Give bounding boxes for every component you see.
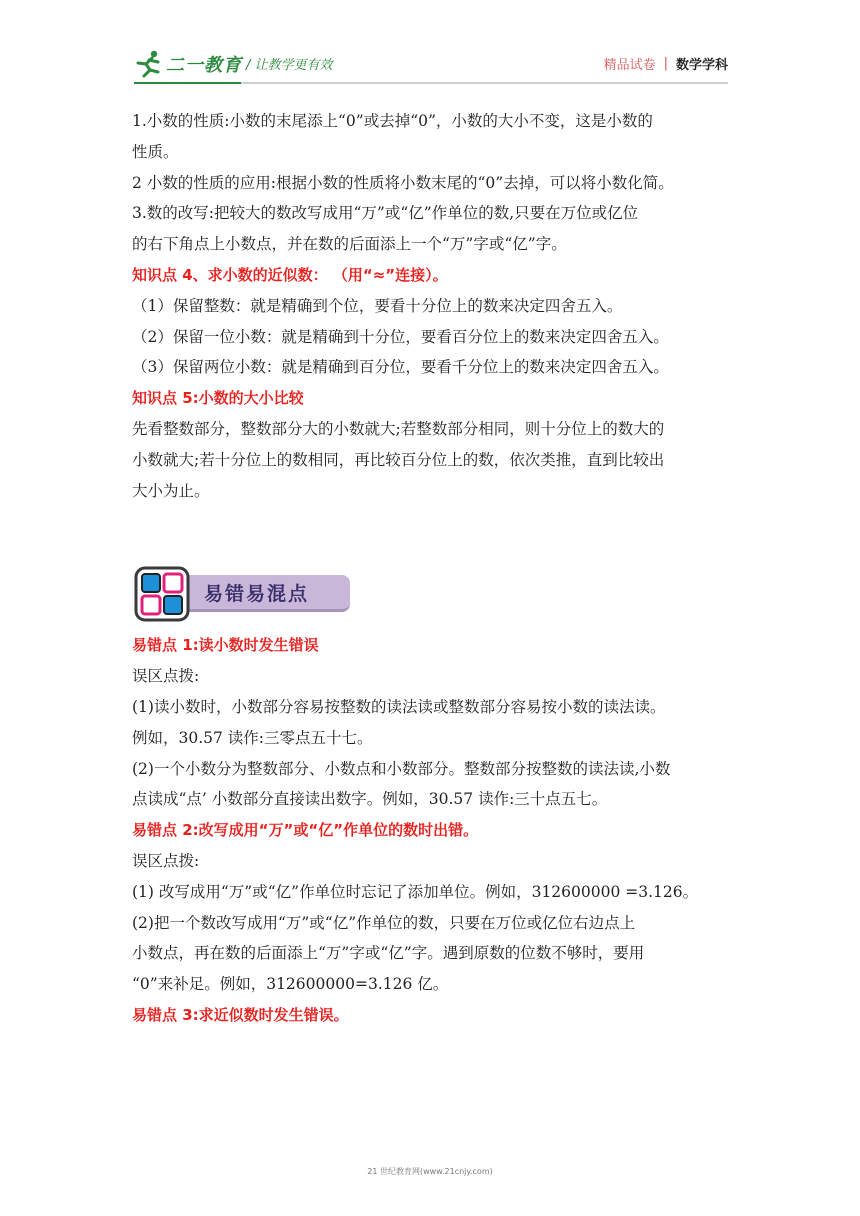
paragraph-line: （1）保留整数：就是精确到个位，要看十分位上的数来决定四舍五入。 xyxy=(132,296,623,315)
header-rule xyxy=(134,82,728,84)
section-banner xyxy=(132,562,732,626)
logo xyxy=(134,50,242,78)
banner-title: 易错易混点 xyxy=(204,583,310,606)
slogan: / 让教学更有效 xyxy=(246,58,333,73)
paragraph-line: 点读成“点’ 小数部分直接读出数字。例如，30.57 读作:三十点五七。 xyxy=(132,790,608,809)
header-right xyxy=(604,54,728,73)
paragraph-line: 先看整数部分，整数部分大的小数就大;若整数部分相同，则十分位上的数大的 xyxy=(132,419,665,438)
document-body xyxy=(132,106,732,1031)
paragraph-line: 2 小数的性质的应用:根据小数的性质将小数末尾的“0”去掉，可以将小数化简。 xyxy=(132,173,674,192)
error-heading: 易错点 2:改写成用“万”或“亿”作单位的数时出错。 xyxy=(132,821,479,840)
puzzle-blocks-icon xyxy=(134,566,190,622)
paragraph-line: (1) 改写成用“万”或“亿”作单位时忘记了添加单位。例如，312600000 =3.126。 xyxy=(132,882,699,901)
section-heading: 知识点 5:小数的大小比较 xyxy=(132,389,304,408)
paragraph-line: 误区点拨: xyxy=(132,667,200,686)
paragraph-line: 小数就大;若十分位上的数相同，再比较百分位上的数，依次类推，直到比较出 xyxy=(132,450,665,469)
paragraph-line: 性质。 xyxy=(132,142,179,161)
paragraph-line: 误区点拨: xyxy=(132,851,200,870)
section-heading: 知识点 4、求小数的近似数： （用“≈”连接）。 xyxy=(132,265,448,284)
paragraph-line: (1)读小数时，小数部分容易按整数的读法读或整数部分容易按小数的读法读。 xyxy=(132,697,666,716)
paragraph-line: 大小为止。 xyxy=(132,481,210,500)
paragraph-line: （3）保留两位小数：就是精确到百分位，要看千分位上的数来决定四舍五入。 xyxy=(132,358,669,377)
paragraph-line: （2）保留一位小数：就是精确到十分位，要看百分位上的数来决定四舍五入。 xyxy=(132,327,669,346)
paragraph-line: 1.小数的性质:小数的末尾添上“0”或去掉“0”，小数的大小不变，这是小数的 xyxy=(132,112,653,130)
header-label-quality: 精品试卷 xyxy=(603,58,656,73)
page-footer: 21 世纪教育网(www.21cnjy.com) xyxy=(367,1167,493,1176)
error-heading: 易错点 3:求近似数时发生错误。 xyxy=(132,1005,349,1024)
paragraph-line: 的右下角点上小数点，并在数的后面添上一个“万”字或“亿”字。 xyxy=(132,235,567,254)
paragraph-line: 3.数的改写:把较大的数改写成用“万”或“亿”作单位的数,只要在万位或亿位 xyxy=(132,204,639,223)
paragraph-line: 小数点，再在数的后面添上“万”字或“亿”字。遇到原数的位数不够时，要用 xyxy=(132,944,645,963)
page-header xyxy=(134,44,728,84)
paragraph-line: (2)把一个数改写成用“万”或“亿”作单位的数，只要在万位或亿位右边点上 xyxy=(132,913,636,932)
header-separator: | xyxy=(663,56,668,71)
logo-text: 二一教育 xyxy=(166,55,242,76)
paragraph-line: (2)一个小数分为整数部分、小数点和小数部分。整数部分按整数的读法读,小数 xyxy=(132,759,671,778)
header-label-subject: 数学学科 xyxy=(675,58,728,73)
paragraph-line: 例如，30.57 读作:三零点五十七。 xyxy=(132,728,373,747)
paragraph-line: “0”来补足。例如，312600000=3.126 亿。 xyxy=(132,975,449,994)
error-heading: 易错点 1:读小数时发生错误 xyxy=(132,636,319,655)
runner-logo-icon xyxy=(134,50,164,78)
